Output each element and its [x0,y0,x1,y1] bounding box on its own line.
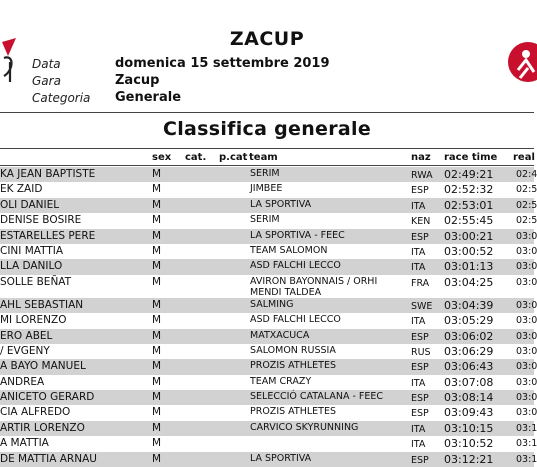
col-pcat: p.cat [219,152,248,163]
table-row: EK ZAID M JIMBEE ESP 02:52:32 02:5 [0,183,537,197]
table-row: KA JEAN BAPTISTE M SERIM RWA 02:49:21 02:4 [0,168,537,181]
title-divider [0,148,534,149]
table-row: OLI DANIEL M LA SPORTIVA ITA 02:53:01 02:5 [0,198,537,212]
table-row: ANDREA M TEAM CRAZY ITA 03:07:08 03:0 [0,375,537,389]
race-value: Zacup [115,73,160,88]
columns-divider [0,165,534,166]
table-row: ANICETO GERARD M SELECCIÓ CATALANA - FEEC ESP 03:08:14 03:0 [0,391,537,405]
category-label: Categoria [32,91,91,105]
table-row: ARTIR LORENZO M CARVICO SKYRUNNING ITA 03:10:15 03:1 [0,421,537,435]
table-row: ESTARELLES PERE M LA SPORTIVA - FEEC ESP 03:00:21 03:0 [0,229,537,243]
table-row: CINI MATTIA M TEAM SALOMON ITA 03:00:52 03:0 [0,244,537,258]
col-sex: sex [152,152,172,163]
date-value: domenica 15 settembre 2019 [115,56,330,71]
table-row: A BAYO MANUEL M PROZIS ATHLETES ESP 03:06:43 03:0 [0,360,537,374]
event-title: ZACUP [229,28,305,50]
col-cat: cat. [185,152,207,163]
table-row: MI LORENZO M ASD FALCHI LECCO ITA 03:05:29 03:0 [0,314,537,328]
table-row: CIA ALFREDO M PROZIS ATHLETES ESP 03:09:43 03:0 [0,406,537,420]
results-title: Classifica generale [162,118,372,140]
header-divider [0,112,534,113]
table-row: AHL SEBASTIAN M SALMING SWE 03:04:39 03:0 [0,298,537,312]
category-value: Generale [115,90,182,105]
table-row: DE MATTIA ARNAU M LA SPORTIVA ESP 03:12:21 03:1 [0,452,537,466]
table-row: SOLLE BEÑAT M AVIRON BAYONNAIS / ORHI MENDI TALDEA FRA 03:04:25 03:0 [0,275,537,298]
date-label: Data [32,57,61,71]
table-row: ERO ABEL M MATXACUCA ESP 03:06:02 03:0 [0,329,537,343]
table-row: LLA DANILO M ASD FALCHI LECCO ITA 03:01:13 03:0 [0,260,537,274]
col-race-time: race time [444,152,498,163]
col-real: real [513,152,535,163]
col-team: team [249,152,278,163]
table-row: / EVGENY M SALOMON RUSSIA RUS 03:06:29 03:0 [0,344,537,358]
results-table [0,167,537,467]
table-row: DENISE BOSIRE M SERIM KEN 02:55:45 02:5 [0,214,537,228]
table-row: A MATTIA M ITA 03:10:52 03:1 [0,437,537,451]
col-naz: naz [411,152,431,163]
race-label: Gara [32,74,61,88]
